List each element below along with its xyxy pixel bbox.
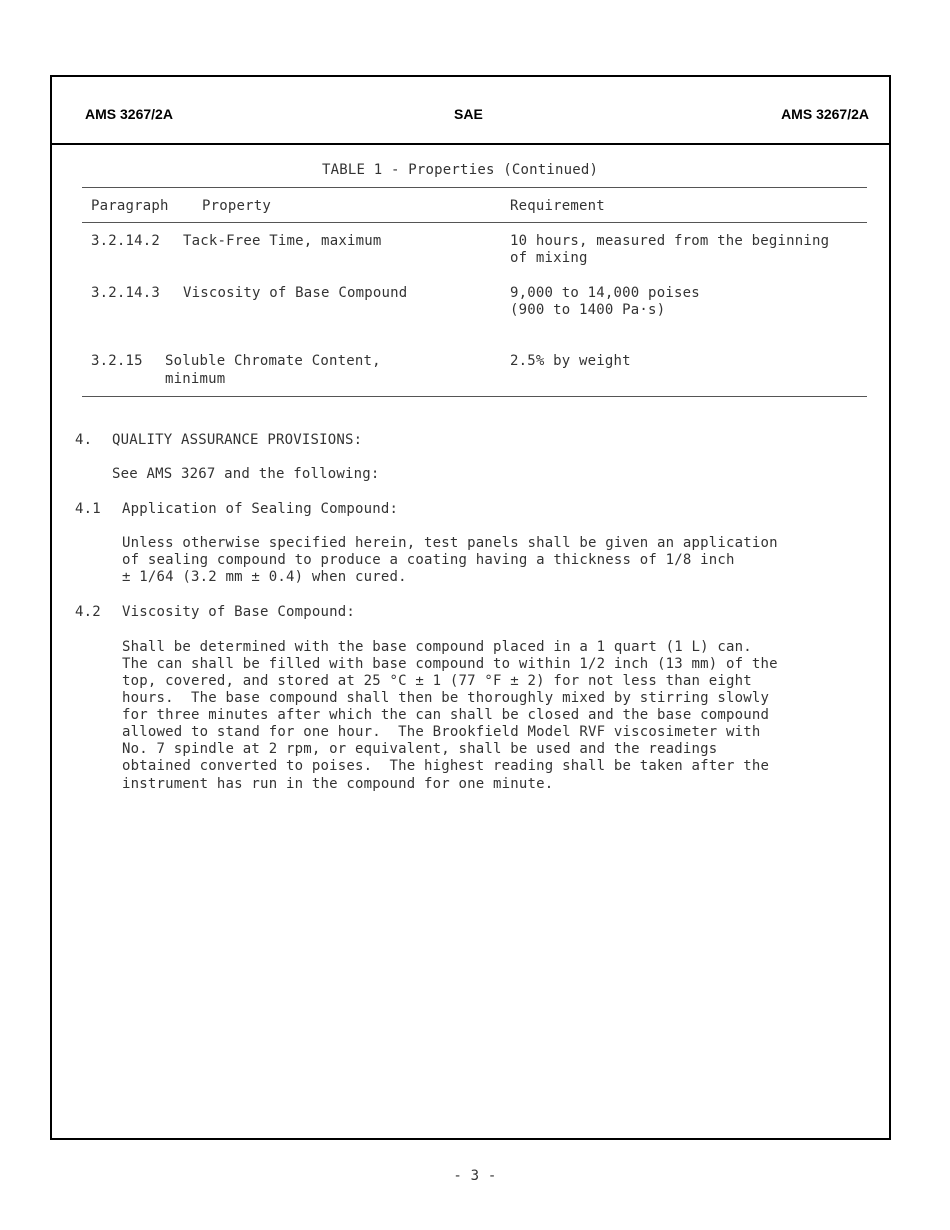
section-4-2-number: 4.2	[75, 604, 101, 620]
row-paragraph: 3.2.15	[91, 353, 143, 369]
section-4-2-line: for three minutes after which the can shall be closed and the base compound	[122, 707, 770, 723]
header-doc-id-left: AMS 3267/2A	[85, 106, 173, 122]
section-4-1-line: of sealing compound to produce a coating having a thickness of 1/8 inch	[122, 552, 735, 568]
section-4-1-line: Unless otherwise specified herein, test panels shall be given an application	[122, 535, 778, 551]
page-frame	[50, 75, 891, 1140]
section-4-2-line: allowed to stand for one hour. The Brookfield Model RVF viscosimeter with	[122, 724, 761, 740]
table-title: TABLE 1 - Properties (Continued)	[322, 162, 599, 178]
section-4-1-line: ± 1/64 (3.2 mm ± 0.4) when cured.	[122, 569, 407, 585]
section-4-2-line: top, covered, and stored at 25 °C ± 1 (77 °F ± 2) for not less than eight	[122, 673, 752, 689]
row-requirement-cont: of mixing	[510, 250, 588, 266]
page-header	[52, 77, 889, 145]
section-4-2-line: instrument has run in the compound for one minute.	[122, 776, 554, 792]
row-requirement-cont: (900 to 1400 Pa·s)	[510, 302, 666, 318]
section-4-2-line: obtained converted to poises. The highest reading shall be taken after the	[122, 758, 770, 774]
section-4-1-title: Application of Sealing Compound:	[122, 501, 399, 517]
section-4-number: 4.	[75, 432, 93, 448]
row-property: Soluble Chromate Content,	[165, 353, 381, 369]
row-property: Viscosity of Base Compound	[183, 285, 408, 301]
table-header-rule	[82, 222, 867, 223]
page-number: - 3 -	[453, 1168, 497, 1184]
row-paragraph: 3.2.14.2	[91, 233, 161, 249]
table-bottom-rule	[82, 396, 867, 397]
row-requirement: 10 hours, measured from the beginning	[510, 233, 830, 249]
section-4-2-line: hours. The base compound shall then be thoroughly mixed by stirring slowly	[122, 690, 770, 706]
row-requirement: 2.5% by weight	[510, 353, 631, 369]
row-property: Tack-Free Time, maximum	[183, 233, 382, 249]
row-requirement: 9,000 to 14,000 poises	[510, 285, 700, 301]
section-4-2-line: No. 7 spindle at 2 rpm, or equivalent, shall be used and the readings	[122, 741, 718, 757]
section-4-title: QUALITY ASSURANCE PROVISIONS:	[112, 432, 363, 448]
column-header-property: Property	[202, 198, 272, 214]
row-property-cont: minimum	[165, 371, 226, 387]
section-4-1-number: 4.1	[75, 501, 101, 517]
table-top-rule	[82, 187, 867, 188]
header-doc-id-right: AMS 3267/2A	[781, 106, 869, 122]
header-org: SAE	[454, 106, 483, 122]
column-header-requirement: Requirement	[510, 198, 605, 214]
section-4-2-line: Shall be determined with the base compound placed in a 1 quart (1 L) can.	[122, 639, 752, 655]
section-4-intro: See AMS 3267 and the following:	[112, 466, 380, 482]
row-paragraph: 3.2.14.3	[91, 285, 161, 301]
section-4-2-title: Viscosity of Base Compound:	[122, 604, 355, 620]
section-4-2-line: The can shall be filled with base compound to within 1/2 inch (13 mm) of the	[122, 656, 778, 672]
column-header-paragraph: Paragraph	[91, 198, 169, 214]
